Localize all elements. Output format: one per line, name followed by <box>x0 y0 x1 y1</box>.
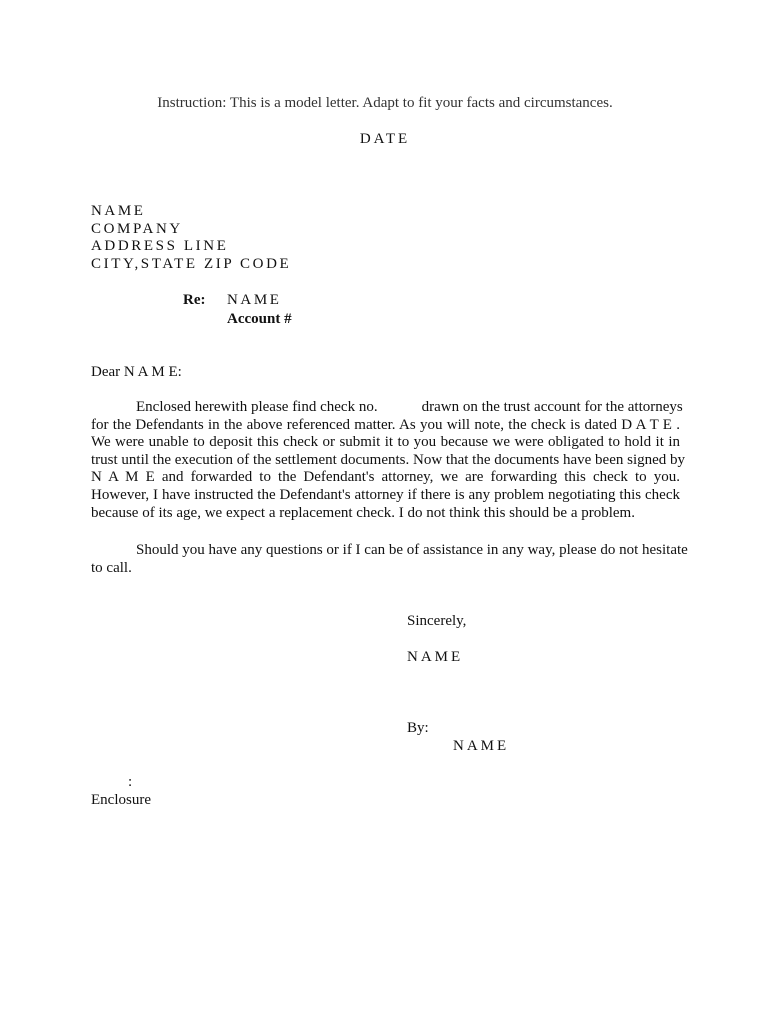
body-paragraph-2 <box>91 542 688 577</box>
recipient-name: NAME <box>91 203 146 219</box>
recipient-address-line: ADDRESS LINE <box>91 238 229 254</box>
paragraph-line: Enclosed herewith please find check no. drawn on the trust account for the attorneys <box>136 399 683 415</box>
paragraph-line: N A M E and forwarded to the Defendant's attorney, we are forwarding this check to you. <box>91 469 680 486</box>
instruction-note: Instruction: This is a model letter. Adapt to fit your facts and circumstances. <box>157 95 613 111</box>
paragraph-line: However, I have instructed the Defendant's attorney if there is any problem negotiating this check <box>91 486 680 503</box>
reference-name: NAME <box>227 292 282 308</box>
reference-label: Re: <box>183 292 206 308</box>
paragraph-line: to call. <box>91 559 132 576</box>
salutation: Dear N A M E: <box>91 364 182 380</box>
paragraph-line: because of its age, we expect a replacement check. I do not think this should be a problem. <box>91 504 635 521</box>
footer-colon: : <box>128 774 133 790</box>
paragraph-line: trust until the execution of the settlement documents. Now that the documents have been signed by <box>91 451 686 468</box>
letter-date: DATE <box>359 131 411 147</box>
recipient-city-state-zip: CITY,STATE ZIP CODE <box>91 256 292 272</box>
paragraph-line: for the Defendants in the above referenced matter. As you will note, the check is dated D A T E . <box>91 416 681 433</box>
recipient-company: COMPANY <box>91 221 183 237</box>
paragraph-line: We were unable to deposit this check or submit it to you because we were obligated to hold it in <box>91 434 680 451</box>
closing-by-name: NAME <box>453 738 510 754</box>
closing-sincerely: Sincerely, <box>407 613 467 629</box>
reference-account: Account # <box>227 311 292 327</box>
body-paragraph-1 <box>91 399 686 522</box>
paragraph-line: Should you have any questions or if I can be of assistance in any way, please do not hesitate <box>136 542 688 558</box>
closing-name: NAME <box>407 649 464 665</box>
enclosure-note: Enclosure <box>91 792 151 808</box>
closing-by: By: <box>407 720 429 736</box>
